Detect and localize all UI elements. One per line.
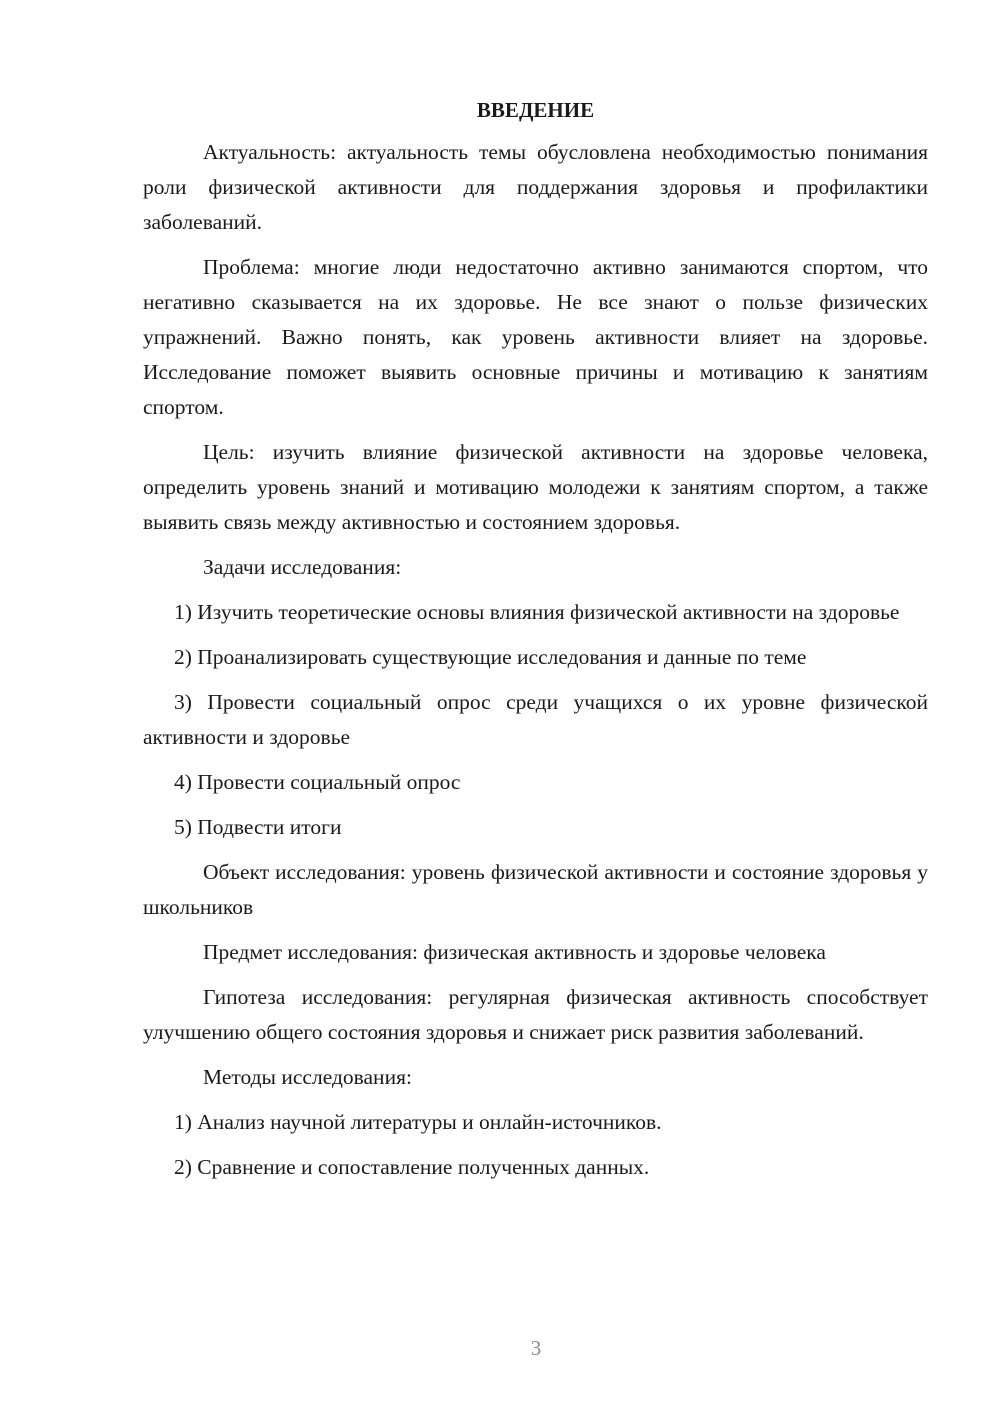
method-item-2: 2) Сравнение и сопоставление полученных данных. — [174, 1155, 650, 1179]
task-item-1: 1) Изучить теоретические основы влияния физической активности на здоровье — [174, 600, 900, 624]
hypothesis-paragraph: Гипотеза исследования: регулярная физическая активность способствует улучшению общего состояния здоровья и снижает риск развития заболеваний. — [143, 985, 928, 1044]
object-paragraph: Объект исследования: уровень физической активности и состояние здоровья у школьников — [143, 860, 928, 919]
task-item-3: 3) Провести социальный опрос среди учащихся о их уровне физической активности и здоровье — [143, 690, 928, 749]
tasks-title: Задачи исследования: — [203, 555, 402, 579]
problem-paragraph: Проблема: многие люди недостаточно активно занимаются спортом, что негативно сказывается на их здоровье. Не все знают о пользе физических упражнений. Важно понять, как уровень активности влияет на здоровье. Исследование поможет выявить основные причины и мотивацию к занятиям спортом. — [143, 255, 928, 419]
relevance-paragraph: Актуальность: актуальность темы обусловлена необходимостью понимания роли физической активности для поддержания здоровья и профилактики заболеваний. — [143, 140, 928, 234]
document-page — [143, 95, 928, 1195]
method-item-1: 1) Анализ научной литературы и онлайн-источников. — [174, 1110, 662, 1134]
methods-title: Методы исследования: — [203, 1065, 412, 1089]
task-item-2: 2) Проанализировать существующие исследования и данные по теме — [174, 645, 807, 669]
subject-paragraph: Предмет исследования: физическая активность и здоровье человека — [203, 940, 826, 964]
goal-paragraph: Цель: изучить влияние физической активности на здоровье человека, определить уровень знаний и мотивацию молодежи к занятиям спортом, а также выявить связь между активностью и состоянием здоровья. — [143, 440, 928, 534]
page-number: 3 — [530, 1336, 542, 1360]
page-title: ВВЕДЕНИЕ — [476, 98, 595, 122]
task-item-5: 5) Подвести итоги — [174, 815, 342, 839]
task-item-4: 4) Провести социальный опрос — [174, 770, 461, 794]
